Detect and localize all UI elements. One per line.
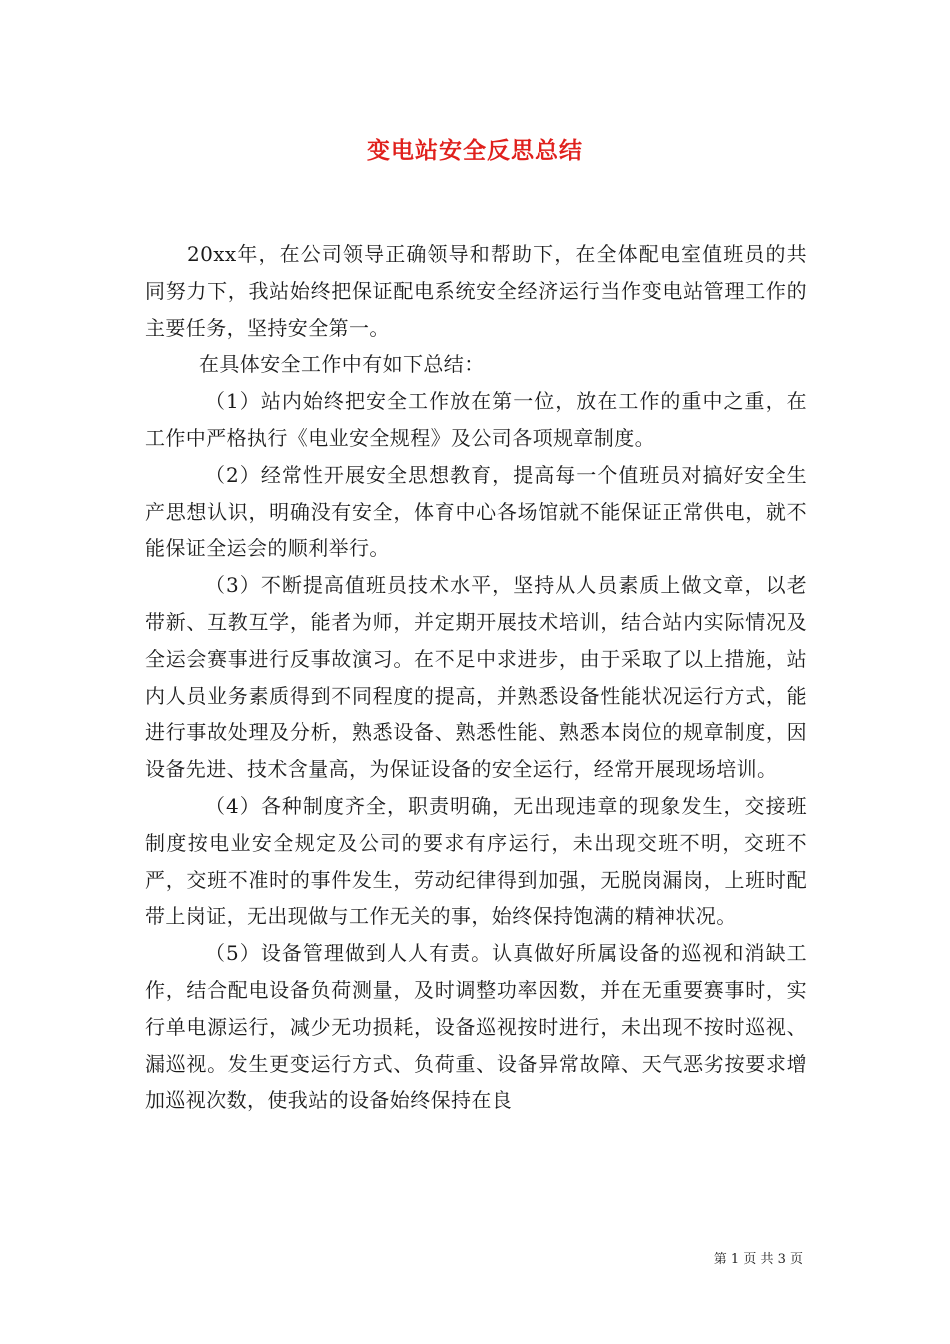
paragraph-item-5: （5）设备管理做到人人有责。认真做好所属设备的巡视和消缺工作，结合配电设备负荷测量，及时调整功率因数，并在无重要赛事时，实行单电源运行，减少无功损耗，设备巡视按时进行，未出现不按时巡视、漏巡视。发生更变运行方式、负荷重、设备异常故障、天气恶劣按要求增加巡视次数，使我站的设备始终保持在良 <box>145 941 807 1113</box>
document-title: 变电站安全反思总结 <box>367 137 583 164</box>
paragraph-item-3: （3）不断提高值班员技术水平，坚持从人员素质上做文章，以老带新、互教互学，能者为师，并定期开展技术培训，结合站内实际情况及全运会赛事进行反事故演习。在不足中求进步，由于采取了以上措施，站内人员业务素质得到不同程度的提高，并熟悉设备性能状况运行方式，能进行事故处理及分析，熟悉设备、熟悉性能、熟悉本岗位的规章制度，因设备先进、技术含量高，为保证设备的安全运行，经常开展现场培训。 <box>145 573 807 782</box>
paragraph-item-4: （4）各种制度齐全，职责明确，无出现违章的现象发生，交接班制度按电业安全规定及公司的要求有序运行，未出现交班不明，交班不严，交班不准时的事件发生，劳动纪律得到加强，无脱岗漏岗，上班时配带上岗证，无出现做与工作无关的事，始终保持饱满的精神状况。 <box>145 793 807 929</box>
paragraph-summary-lead: 在具体安全工作中有如下总结： <box>199 352 485 377</box>
page-number-footer: 第 1 页 共 3 页 <box>713 1252 803 1267</box>
document-body <box>145 236 807 1119</box>
paragraph-item-1: （1）站内始终把安全工作放在第一位，放在工作的重中之重，在工作中严格执行《电业安全规程》及公司各项规章制度。 <box>145 389 807 450</box>
paragraph-intro: 20xx年，在公司领导正确领导和帮助下，在全体配电室值班员的共同努力下，我站始终把保证配电系统安全经济运行当作变电站管理工作的主要任务，坚持安全第一。 <box>145 242 807 340</box>
paragraph-item-2: （2）经常性开展安全思想教育，提高每一个值班员对搞好安全生产思想认识，明确没有安全，体育中心各场馆就不能保证正常供电，就不能保证全运会的顺利举行。 <box>145 462 807 561</box>
